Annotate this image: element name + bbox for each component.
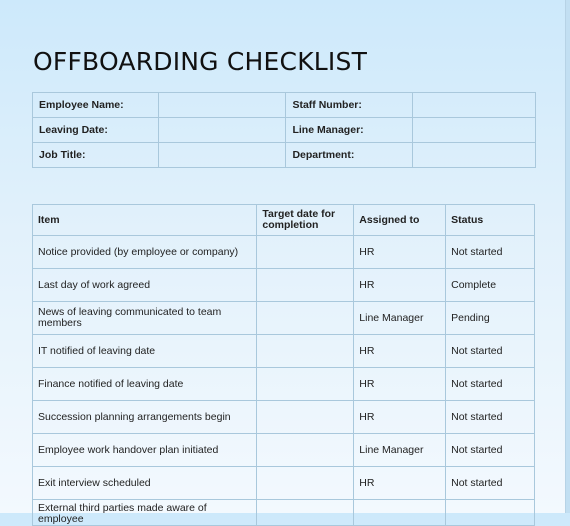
assigned-to-cell: HR [354,467,446,500]
column-header-item: Item [33,205,257,236]
table-row [33,401,535,434]
target-date-cell[interactable] [257,335,354,368]
table-row [33,434,535,467]
table-row [33,236,535,269]
status-cell: Not started [446,368,535,401]
status-cell: Not started [446,401,535,434]
job-title-label: Job Title: [33,143,159,168]
target-date-cell[interactable] [257,467,354,500]
page-title: OFFBOARDING CHECKLIST [33,47,368,76]
line-manager-label: Line Manager: [286,118,413,143]
checklist-header-row [33,205,535,236]
department-field[interactable] [413,143,536,168]
status-cell: Not started [446,236,535,269]
item-cell: News of leaving communicated to team members [33,302,257,335]
item-cell: IT notified of leaving date [33,335,257,368]
leaving-date-label: Leaving Date: [33,118,159,143]
item-cell: External third parties made aware of employee [33,500,257,526]
page-edge [565,0,570,513]
table-row [33,335,535,368]
target-date-cell[interactable] [257,401,354,434]
status-cell: Complete [446,269,535,302]
offboarding-checklist-table [32,204,535,526]
item-cell: Succession planning arrangements begin [33,401,257,434]
target-date-cell[interactable] [257,368,354,401]
column-header-status: Status [446,205,535,236]
info-row [33,118,536,143]
assigned-to-cell: Line Manager [354,434,446,467]
item-cell: Employee work handover plan initiated [33,434,257,467]
status-cell: Pending [446,302,535,335]
assigned-to-cell: HR [354,236,446,269]
status-cell: Not started [446,434,535,467]
item-cell: Notice provided (by employee or company) [33,236,257,269]
item-cell: Last day of work agreed [33,269,257,302]
item-cell: Exit interview scheduled [33,467,257,500]
assigned-to-cell: Line Manager [354,302,446,335]
table-row [33,467,535,500]
target-date-cell[interactable] [257,269,354,302]
employee-info-table [32,92,536,168]
staff-number-field[interactable] [413,93,536,118]
target-date-cell[interactable] [257,236,354,269]
status-cell: Not started [446,335,535,368]
assigned-to-cell: HR [354,335,446,368]
info-row [33,93,536,118]
target-date-cell[interactable] [257,302,354,335]
assigned-to-cell: HR [354,401,446,434]
assigned-to-cell: HR [354,269,446,302]
table-row [33,302,535,335]
department-label: Department: [286,143,413,168]
status-cell: Not started [446,467,535,500]
employee-name-label: Employee Name: [33,93,159,118]
leaving-date-field[interactable] [158,118,286,143]
staff-number-label: Staff Number: [286,93,413,118]
employee-name-field[interactable] [158,93,286,118]
column-header-target-date: Target date for completion [257,205,354,236]
line-manager-field[interactable] [413,118,536,143]
info-row [33,143,536,168]
column-header-assigned-to: Assigned to [354,205,446,236]
assigned-to-cell: HR [354,368,446,401]
job-title-field[interactable] [158,143,286,168]
table-row [33,269,535,302]
item-cell: Finance notified of leaving date [33,368,257,401]
table-row [33,368,535,401]
target-date-cell[interactable] [257,434,354,467]
